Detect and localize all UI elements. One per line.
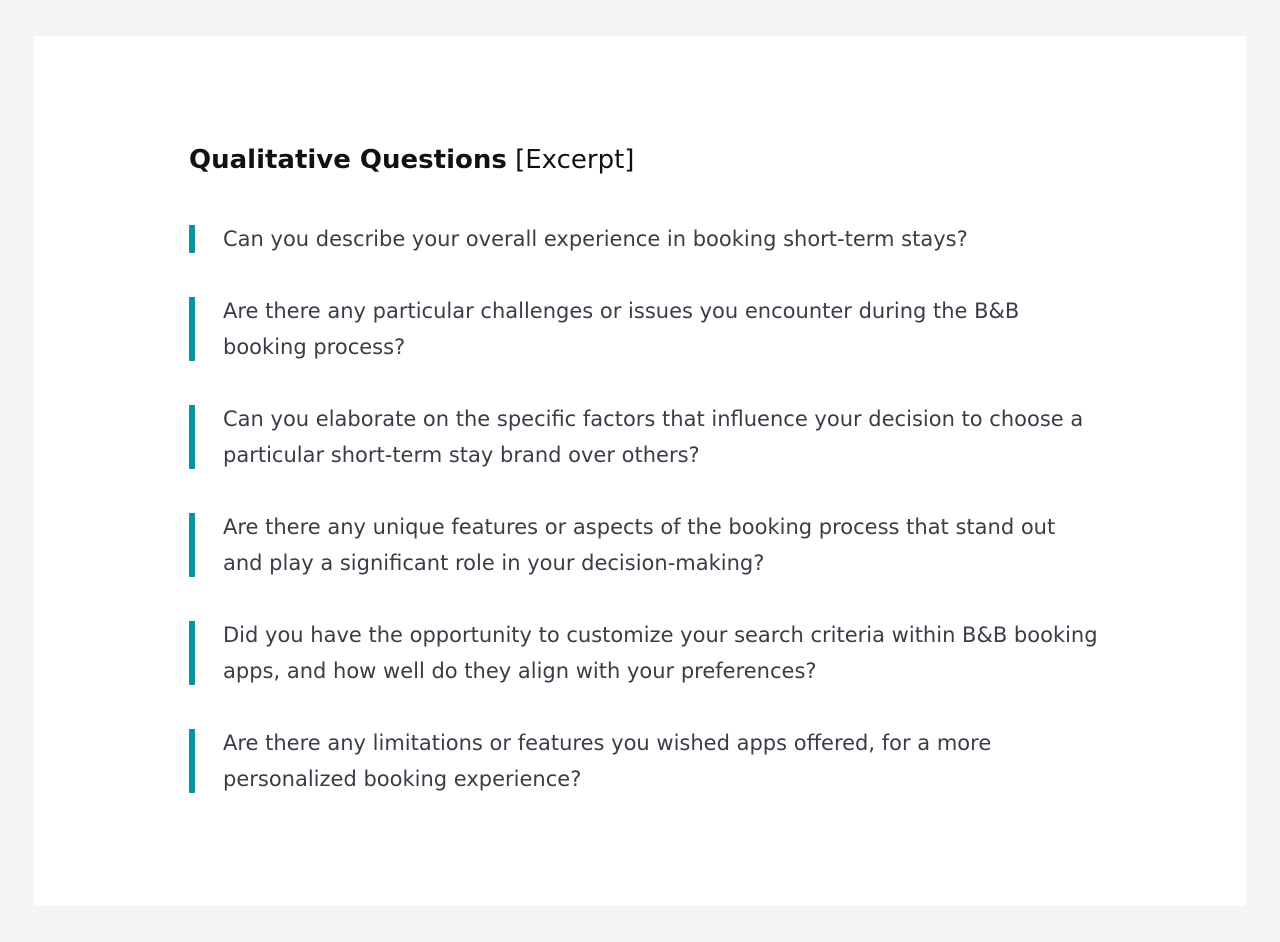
question-list <box>189 221 1099 797</box>
accent-bar <box>189 513 195 577</box>
accent-bar <box>189 297 195 361</box>
question-text: Are there any particular challenges or issues you encounter during the B&B booking process? <box>223 299 1020 359</box>
question-text: Can you describe your overall experience in booking short-term stays? <box>223 227 968 251</box>
question-item <box>189 293 1099 365</box>
accent-bar <box>189 225 195 253</box>
question-item <box>189 725 1099 797</box>
question-text: Can you elaborate on the specific factors that influence your decision to choose a particular short-term stay brand over others? <box>223 407 1084 467</box>
question-text: Are there any unique features or aspects of the booking process that stand out and play a significant role in your decision-making? <box>223 515 1056 575</box>
question-text: Did you have the opportunity to customize your search criteria within B&B booking apps, and how well do they align with your preferences? <box>223 623 1098 683</box>
page-title <box>189 141 1099 179</box>
accent-bar <box>189 729 195 793</box>
content-card <box>34 36 1246 906</box>
title-suffix: [Excerpt] <box>515 145 635 175</box>
question-item <box>189 617 1099 689</box>
question-item <box>189 509 1099 581</box>
accent-bar <box>189 621 195 685</box>
questions-section <box>189 141 1099 833</box>
question-text: Are there any limitations or features you wished apps offered, for a more personalized booking experience? <box>223 731 992 791</box>
question-item <box>189 401 1099 473</box>
question-item <box>189 221 1099 257</box>
accent-bar <box>189 405 195 469</box>
title-bold: Qualitative Questions <box>189 145 507 175</box>
